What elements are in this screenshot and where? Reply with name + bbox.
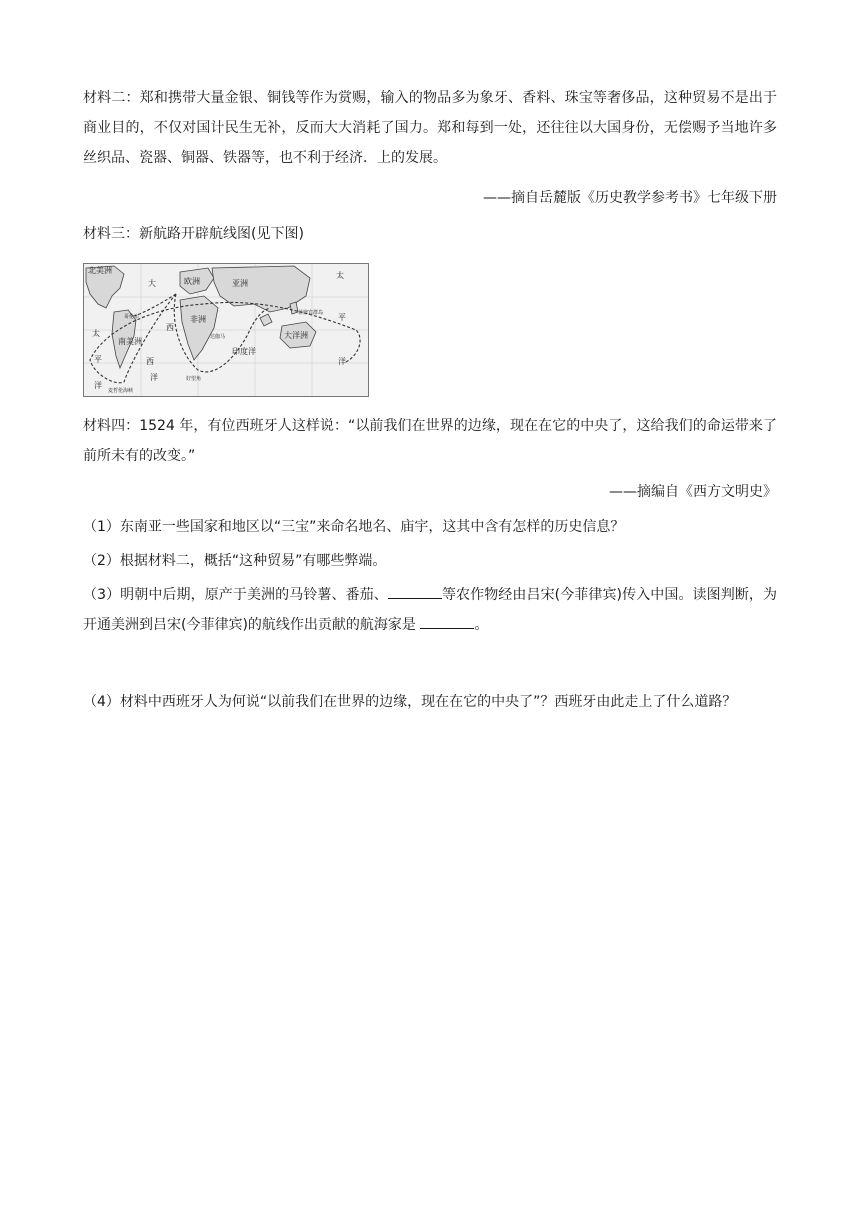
map-label: 大洋洲	[284, 331, 308, 340]
map-label: 洋	[150, 373, 158, 382]
map-label: 欧洲	[184, 277, 200, 286]
map-label: 印度洋	[232, 347, 256, 356]
map-label: 平	[94, 355, 102, 364]
question-3-part1: （3）明朝中后期，原产于美洲的马铃薯、番茄、	[83, 587, 388, 603]
map-label: 哥伦布	[124, 314, 140, 320]
map-label: 西	[166, 323, 174, 332]
question-2: （2）根据材料二，概括“这种贸易”有哪些弊端。	[83, 553, 387, 569]
material-four-text: 材料四：1524 年，有位西班牙人这样说：“以前我们在世界的边缘，现在在它的中央了，这给我们的命运带来了前所未有的改变。”	[83, 418, 777, 464]
map-label: 菲律宾群岛	[298, 310, 324, 316]
map-label: 南美洲	[118, 337, 142, 346]
map-label: 平	[338, 313, 346, 322]
map-label: 太	[336, 271, 344, 280]
map-label: 西	[146, 357, 154, 366]
world-map-figure	[84, 264, 368, 396]
question-3	[83, 580, 777, 640]
map-label: 好望角	[186, 376, 202, 382]
map-label: 洋	[94, 381, 102, 390]
map-label: 非洲	[190, 315, 206, 324]
map-label: 洋	[338, 357, 346, 366]
material-three-text: 材料三：新航路开辟航线图(见下图)	[83, 226, 304, 242]
question-3-part3: 。	[474, 617, 489, 633]
map-label: 北美洲	[88, 266, 112, 275]
answer-blank-navigator[interactable]	[420, 612, 474, 629]
map-label: 亚洲	[232, 279, 248, 288]
map-label: 太	[92, 329, 100, 338]
material-two-source: ——摘自岳麓版《历史教学参考书》七年级下册	[483, 190, 777, 206]
question-4: （4）材料中西班牙人为何说“以前我们在世界的边缘，现在在它的中央了”？西班牙由此走上了什么道路？	[83, 694, 737, 710]
material-four-source: ——摘编自《西方文明史》	[609, 484, 777, 500]
columbus-route	[134, 294, 176, 316]
question-3-part2: 等农作物经由吕宋(今菲律宾)传入中国。读图判断，为开通美洲到吕宋(今菲律宾)的航线作出贡献的航海家是	[83, 587, 777, 633]
material-two-text: 材料二：郑和携带大量金银、铜钱等作为赏赐，输入的物品多为象牙、香料、珠宝等奢侈品，这种贸易不是出于商业目的，不仅对国计民生无补，反而大大消耗了国力。郑和每到一处，还往往以大国身份，无偿赐予当地许多丝织品、瓷器、铜器、铁器等，也不利于经济．上的发展。	[83, 90, 777, 166]
map-label: 麦哲伦海峡	[108, 388, 134, 394]
question-1: （1）东南亚一些国家和地区以“三宝”来命名地名、庙宇，这其中含有怎样的历史信息？	[83, 519, 625, 535]
map-label: 达伽马	[210, 334, 226, 340]
answer-blank-crop[interactable]	[388, 582, 442, 599]
map-label: 大	[148, 279, 156, 288]
new-routes-map	[83, 263, 369, 397]
